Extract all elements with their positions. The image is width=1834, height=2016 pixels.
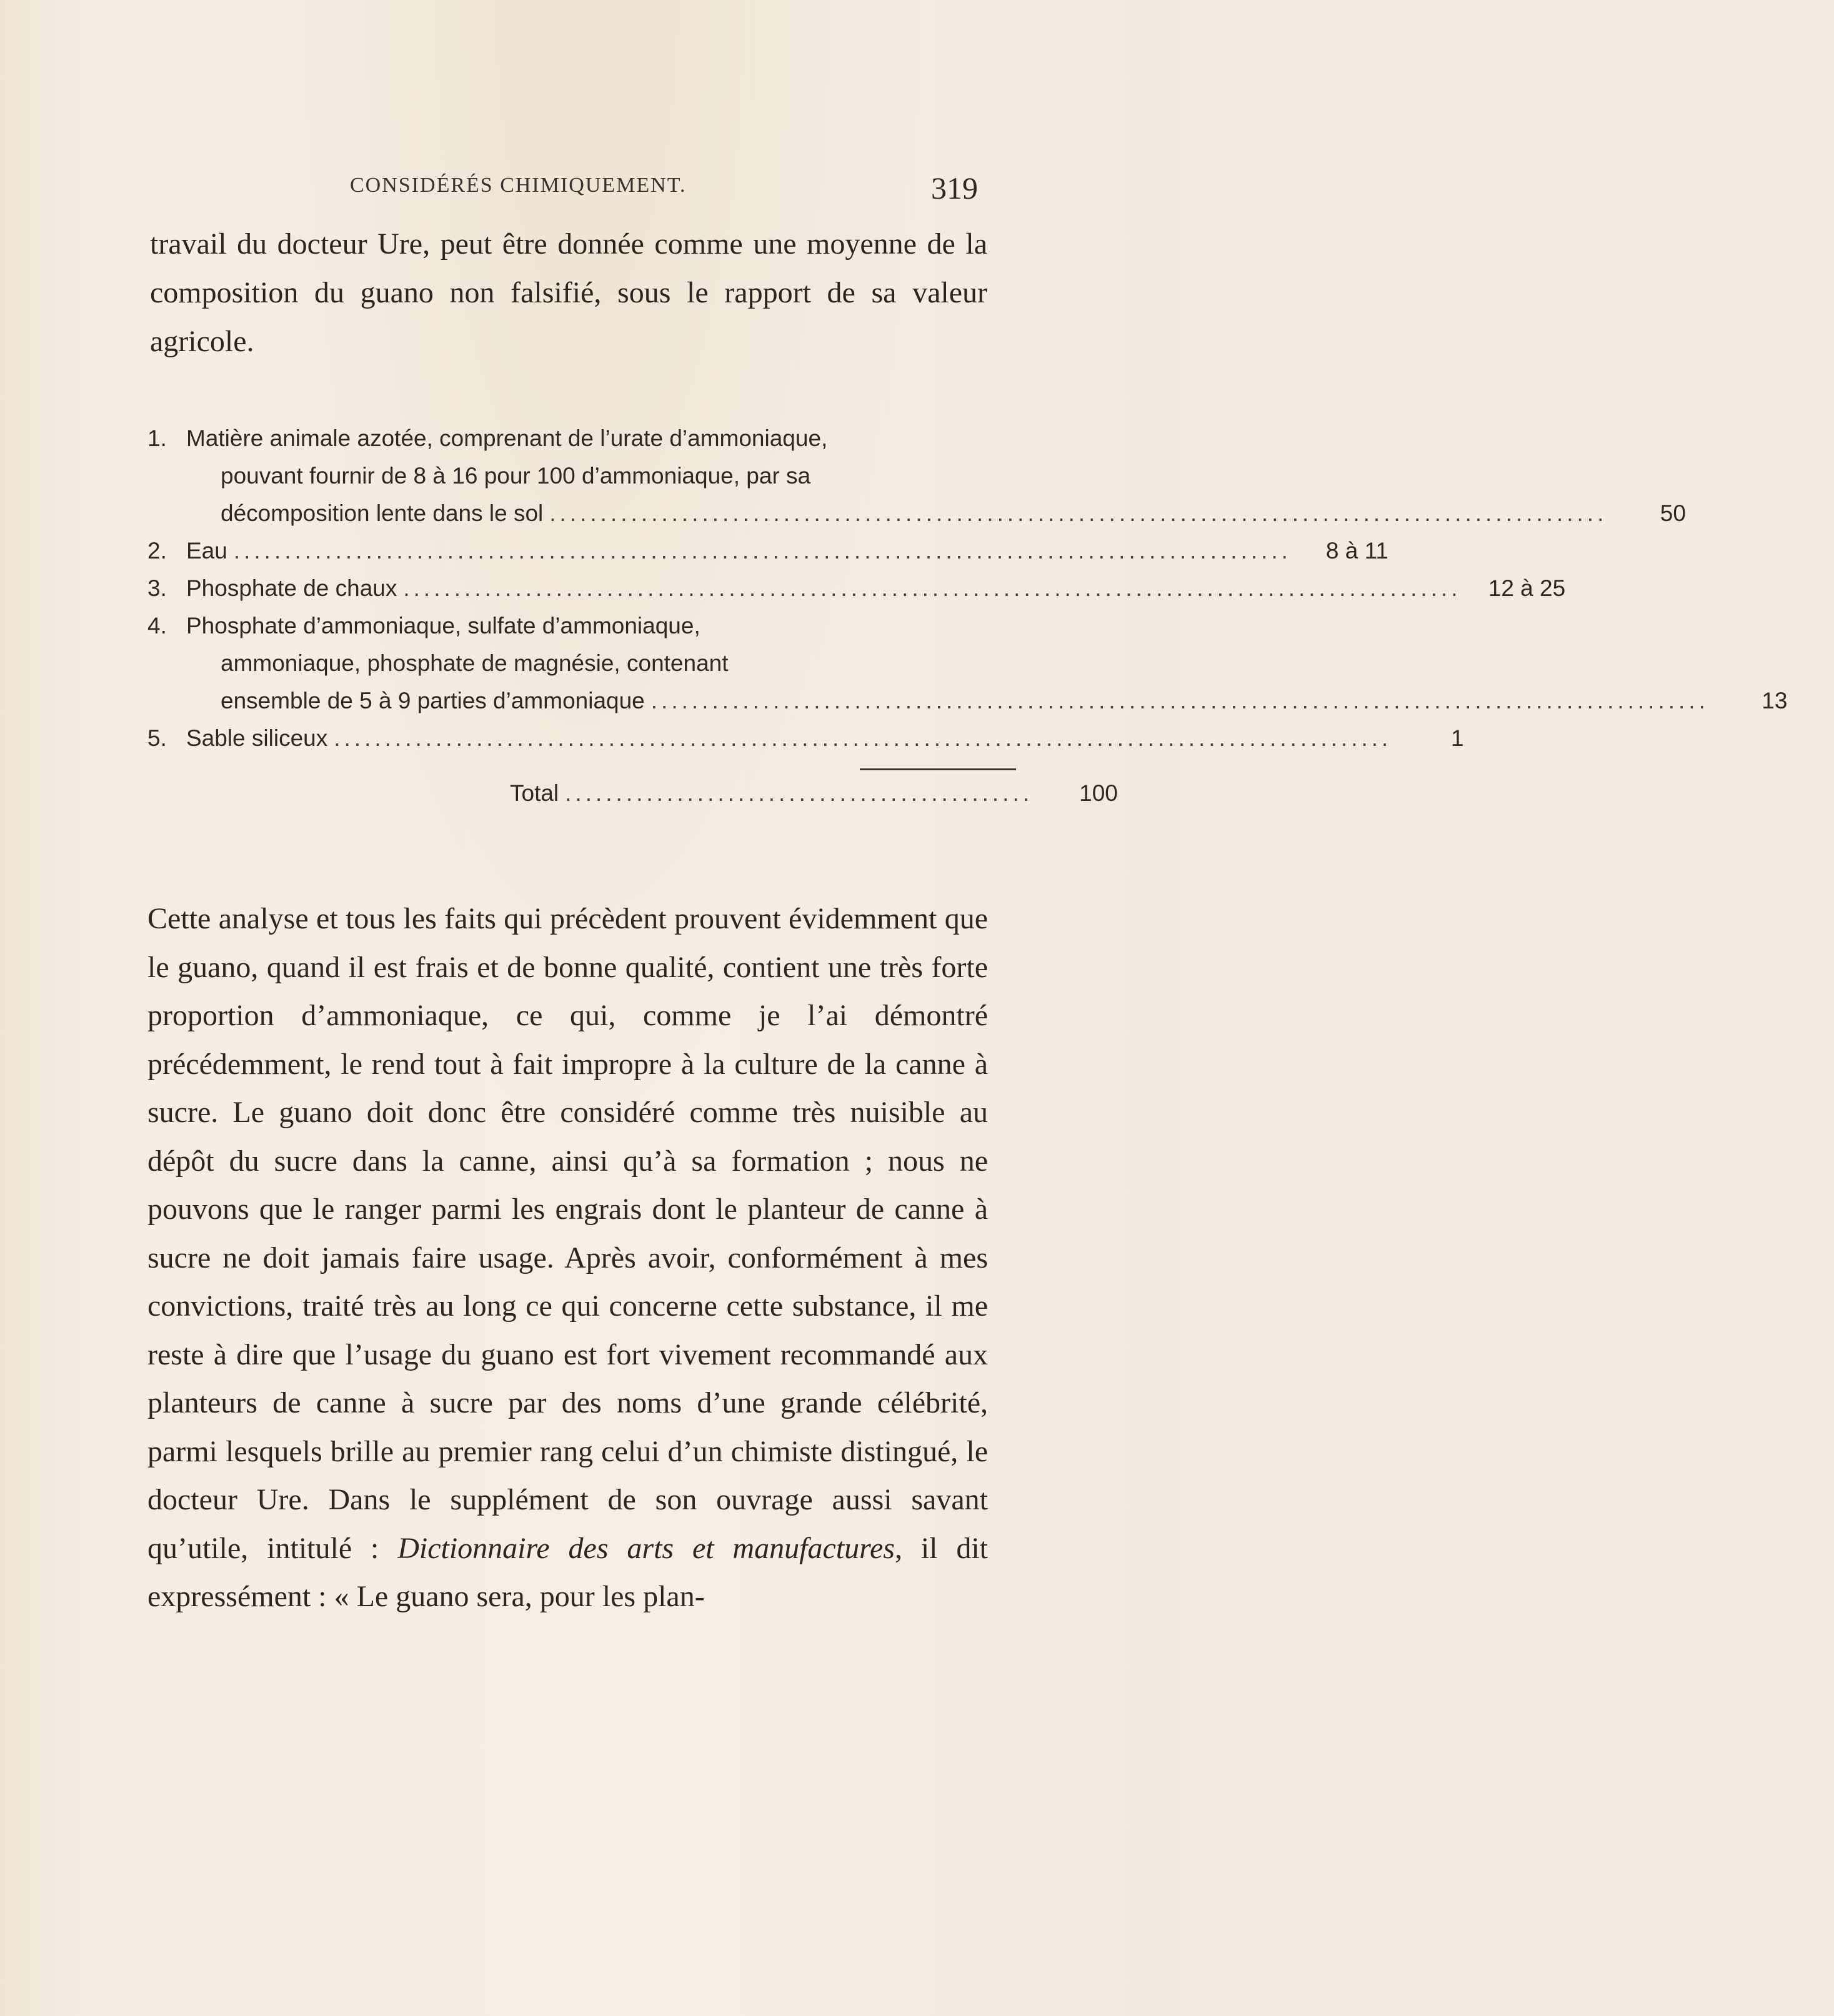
leader-dots: ........................................................................................................ [334, 725, 1392, 751]
row-value: 50 [1660, 500, 1686, 526]
paragraph-text: Cette analyse et tous les faits qui précèdent prouvent évidemment que le guano, quand il est frais et de bonne qualité, contient une très forte proportion d’ammoniaque, ce qui, comme je l’ai démontré précédemment, le rend tout à fait impropre à la culture de la canne à sucre. Le guano doit donc être considéré comme très nuisible au dépôt du sucre dans la canne, ainsi qu’à sa formation ; nous ne pouvons que le ranger parmi les engrais dont le planteur de canne à sucre ne doit jamais faire usage. Après avoir, conformément à mes convictions, traité très au long ce qui concerne cette substance, il me reste à dire que l’usage du guano est fort vivement recommandé aux planteurs de canne à sucre par des noms d’une grande célébrité, parmi lesquels brille au premier rang celui d’un chimiste distingué, le docteur Ure. Dans le supplément de son ouvrage aussi savant qu’utile, intitulé : [147, 902, 988, 1565]
leader-dots: .............................................. [565, 780, 1034, 806]
row-text: ensemble de 5 à 9 parties d’ammoniaque [221, 688, 645, 713]
page-header [0, 170, 1180, 214]
table-row [147, 720, 1464, 757]
total-row [147, 773, 1118, 814]
row-text: pouvant fournir de 8 à 16 pour 100 d’ammoniaque, par sa [221, 463, 811, 489]
row-text: Matière animale azotée, comprenant de l’urate d’ammoniaque, [186, 425, 828, 451]
total-rule [860, 768, 1016, 770]
leader-dots: ........................................................................................................ [403, 575, 1462, 601]
table-row [147, 420, 1686, 532]
row-text: Eau [186, 538, 227, 564]
row-number: 3. [147, 575, 167, 601]
row-number: 4. [147, 613, 167, 638]
row-text: Phosphate d’ammoniaque, sulfate d’ammoniaque, [186, 613, 700, 638]
row-number: 2. [147, 538, 167, 564]
row-number: 1. [147, 425, 167, 451]
composition-table [147, 420, 1788, 814]
running-title: CONSIDÉRÉS CHIMIQUEMENT. [350, 174, 687, 197]
body-paragraph [147, 895, 988, 1621]
row-text: Phosphate de chaux [186, 575, 397, 601]
total-label: Total [510, 780, 559, 806]
leader-dots: ........................................................................................................ [549, 500, 1608, 526]
table-row [147, 607, 1788, 720]
row-value: 12 à 25 [1488, 575, 1566, 601]
page-number: 319 [931, 171, 978, 206]
row-text: décomposition lente dans le sol [221, 500, 544, 526]
row-value: 8 à 11 [1325, 538, 1389, 564]
table-row [147, 570, 1566, 607]
paragraph-text-end: , il dit expressément : « Le guano sera, pour les plan- [147, 1531, 989, 1613]
leader-dots: ........................................................................................................ [233, 538, 1292, 564]
table-row [147, 532, 1389, 570]
row-text: Sable siliceux [186, 725, 328, 751]
row-value: 13 [1762, 688, 1788, 713]
row-text: ammoniaque, phosphate de magnésie, contenant [221, 650, 729, 676]
intro-paragraph: travail du docteur Ure, peut être donnée comme une moyenne de la composition du guano non falsifié, sous le rapport de sa valeur agricole. [150, 227, 987, 358]
leader-dots: ........................................................................................................ [650, 688, 1709, 713]
row-number: 5. [147, 725, 167, 751]
row-value: 1 [1451, 725, 1464, 751]
total-value: 100 [1079, 780, 1118, 806]
book-title: Dictionnaire des arts et manufactures [397, 1531, 895, 1565]
